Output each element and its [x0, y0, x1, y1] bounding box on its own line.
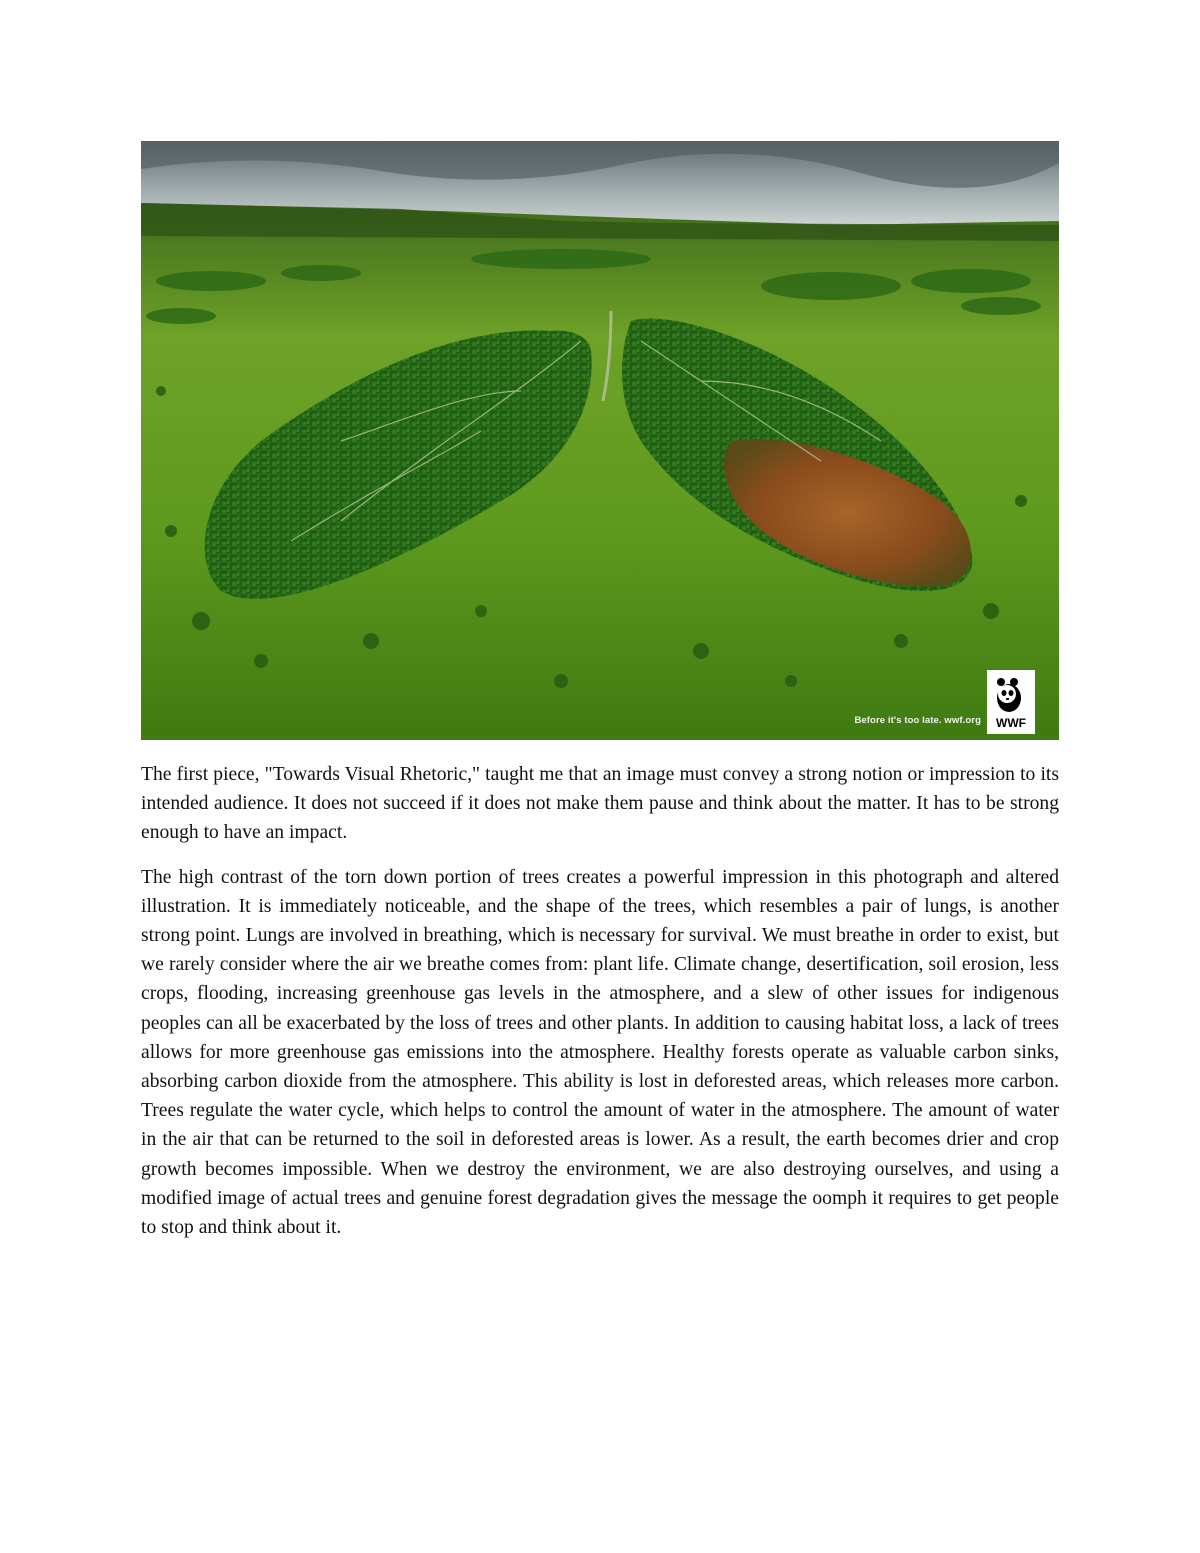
paragraph-1: The first piece, "Towards Visual Rhetoric," taught me that an image must convey a strong notion or impression to its intended audience. It does not succeed if it does not make them pause and think about the matter. It has to be strong enough to have an impact.: [141, 764, 1059, 844]
forest-lungs-ad-image: [141, 141, 1059, 740]
wwf-logo: [987, 670, 1035, 734]
essay-body: [141, 760, 1059, 1257]
ad-tagline: Before it's too late. wwf.org: [854, 715, 981, 726]
logo-label: WWF: [996, 716, 1026, 730]
forest-lungs-photo: [141, 141, 1059, 740]
paragraph-2: The high contrast of the torn down portion of trees creates a powerful impression in this photograph and altered illustration. It is immediately noticeable, and the shape of the trees, which resembles a pair of lungs, is another strong point. Lungs are involved in breathing, which is necessary for survival. We must breathe in order to exist, but we rarely consider where the air we breathe comes from: plant life. Climate change, desertification, soil erosion, less crops, flooding, increasing greenhouse gas levels in the atmosphere, and a slew of other issues for indigenous peoples can all be exacerbated by the loss of trees and other plants. In addition to causing habitat loss, a lack of trees allows for more greenhouse gas emissions into the atmosphere. Healthy forests operate as valuable carbon sinks, absorbing carbon dioxide from the atmosphere. This ability is lost in deforested areas, which releases more carbon. Trees regulate the water cycle, which helps to control the amount of water in the atmosphere. The amount of water in the air that can be returned to the soil in deforested areas is lower. As a result, the earth becomes drier and crop growth becomes impossible. When we destroy the environment, we are also destroying ourselves, and using a modified image of actual trees and genuine forest degradation gives the message the oomph it requires to get people to stop and think about it.: [141, 866, 1059, 1239]
